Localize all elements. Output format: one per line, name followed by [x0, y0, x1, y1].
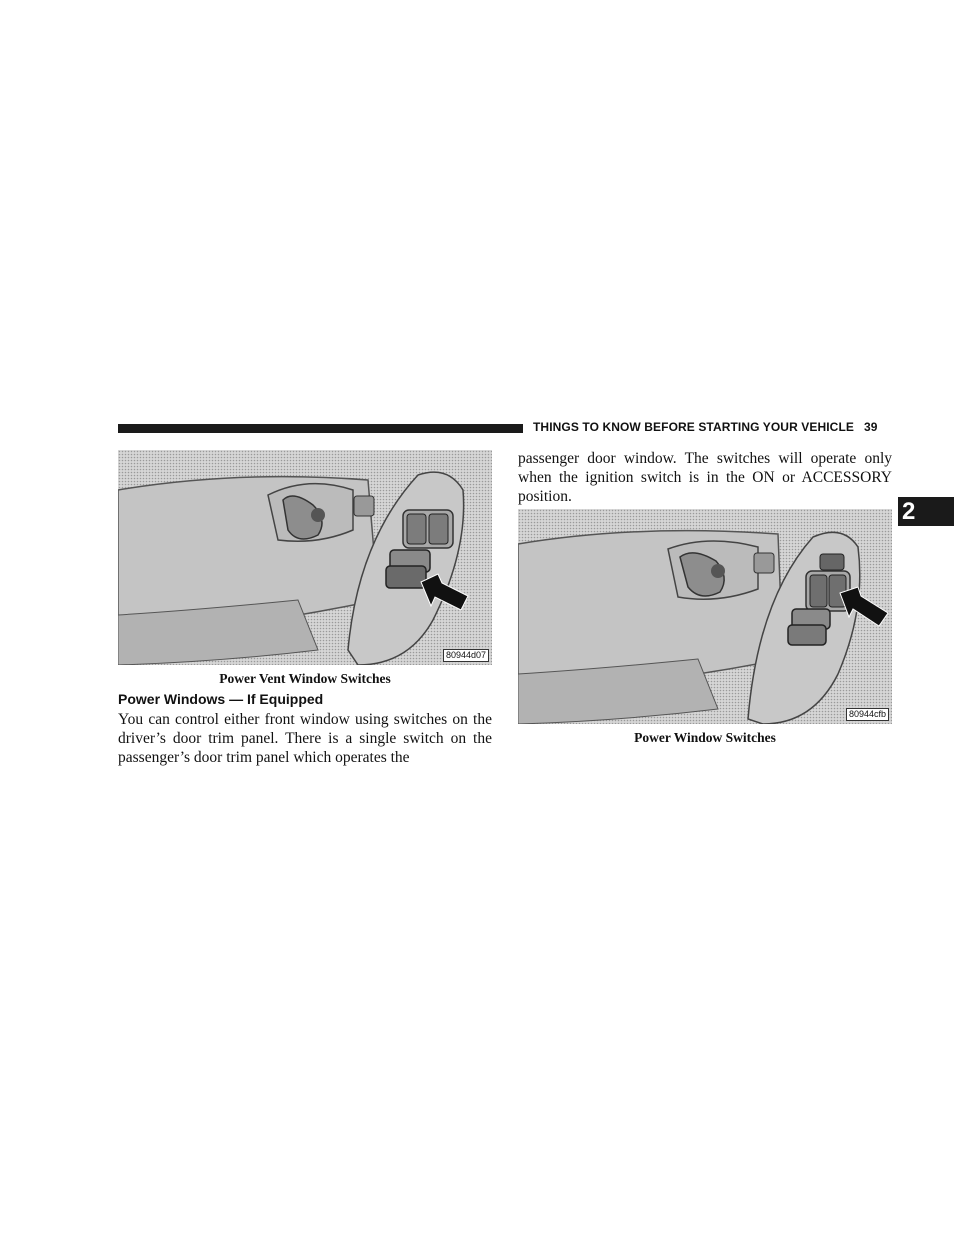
figure-code: 80944d07	[443, 649, 489, 662]
figure-power-vent-window-switches	[118, 450, 492, 665]
running-header	[533, 420, 893, 434]
body-paragraph: You can control either front window using switches on the driver’s door trim panel. There is a single switch on the passenger’s door trim panel which operates the	[118, 711, 492, 766]
chapter-tab[interactable]: 2	[898, 497, 954, 526]
figure-caption: Power Window Switches	[634, 730, 776, 745]
figure-caption: Power Vent Window Switches	[219, 671, 391, 686]
body-paragraph: passenger door window. The switches will operate only when the ignition switch is in the ON or ACCESSORY position.	[518, 450, 892, 505]
door-panel-illustration	[518, 509, 892, 724]
page-number: 39	[863, 420, 878, 434]
header-title: THINGS TO KNOW BEFORE STARTING YOUR VEHICLE	[533, 420, 854, 434]
figure-code: 80944cfb	[846, 708, 889, 721]
header-rule	[118, 424, 523, 433]
section-heading: Power Windows — If Equipped	[118, 691, 324, 707]
door-panel-illustration	[118, 450, 492, 665]
figure-power-window-switches	[518, 509, 892, 724]
